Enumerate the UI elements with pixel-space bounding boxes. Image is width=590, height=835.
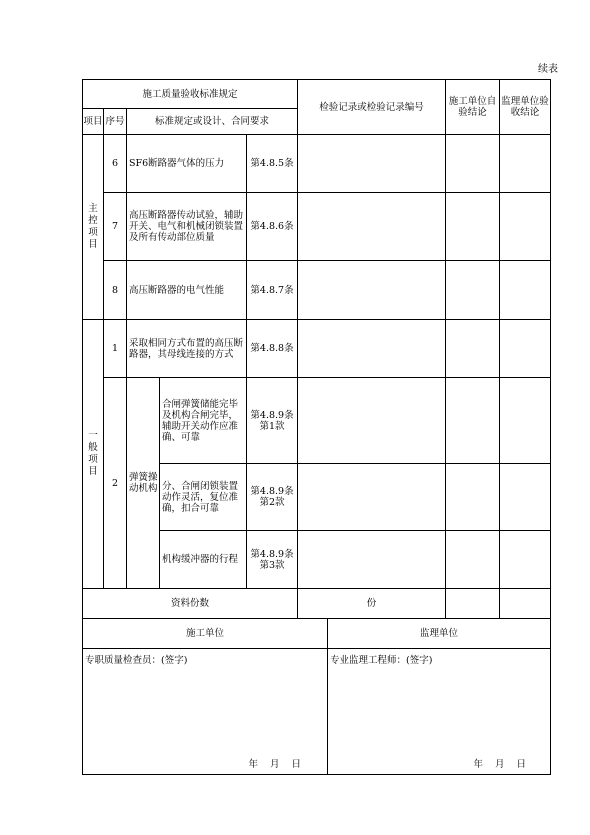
record-cell[interactable]: [298, 135, 446, 193]
seq-cell: 7: [104, 193, 127, 261]
requirement-text: 分、合闸闭锁装置动作灵活，复位准确，扣合可靠: [160, 464, 247, 531]
contractor-conclusion-header: 施工单位自验结论: [446, 80, 500, 135]
seq-cell: 2: [104, 378, 127, 589]
requirement-text: 机构缓冲器的行程: [160, 531, 247, 589]
quality-inspector-signature: 专职质量检查员：(签字): [85, 655, 188, 666]
contractor-conclusion-cell[interactable]: [446, 320, 500, 378]
contractor-conclusion-cell[interactable]: [446, 261, 500, 320]
record-cell[interactable]: [298, 531, 446, 589]
supervising-engineer-signature: 专业监理工程师：(签字): [330, 655, 433, 666]
standard-group-header: 施工质量验收标准规定: [83, 80, 298, 109]
supervisor-conclusion-cell[interactable]: [500, 261, 551, 320]
supervisor-conclusion-cell[interactable]: [500, 135, 551, 193]
record-cell[interactable]: [298, 378, 446, 464]
requirement-text: 高压断路器的电气性能: [127, 261, 247, 320]
record-column-header: 检验记录或检验记录编号: [298, 80, 446, 135]
seq-cell: 1: [104, 320, 127, 378]
supervisor-conclusion-cell[interactable]: [500, 193, 551, 261]
supervisor-signature-area[interactable]: [328, 649, 551, 775]
supervisor-records-cell[interactable]: [500, 589, 551, 619]
clause-ref: 第4.8.9条 第2款: [247, 464, 298, 531]
supervisor-conclusion-cell[interactable]: [500, 320, 551, 378]
clause-ref: 第4.8.5条: [247, 135, 298, 193]
supervisor-conclusion-header: 监理单位验收结论: [500, 80, 551, 135]
clause-ref: 第4.8.9条 第3款: [247, 531, 298, 589]
supervisor-unit-title: 监理单位: [328, 619, 551, 649]
requirement-column-header: 标准规定或设计、合同要求: [127, 109, 298, 135]
supervisor-conclusion-cell[interactable]: [500, 378, 551, 464]
contractor-unit-title: 施工单位: [83, 619, 328, 649]
contractor-conclusion-cell[interactable]: [446, 378, 500, 464]
supervisor-sign-date: 年 月 日: [473, 759, 526, 770]
main-control-label: 主控项目: [83, 135, 104, 320]
supervisor-conclusion-cell[interactable]: [500, 531, 551, 589]
contractor-records-cell[interactable]: [446, 589, 500, 619]
mechanism-label: 弹簧操动机构: [127, 378, 160, 589]
record-cell[interactable]: [298, 464, 446, 531]
continued-label: 续表: [538, 64, 558, 75]
clause-ref: 第4.8.7条: [247, 261, 298, 320]
contractor-conclusion-cell[interactable]: [446, 464, 500, 531]
item-column-header: 项目: [83, 109, 104, 135]
requirement-text: 采取相同方式布置的高压断路器，其母线连接的方式: [127, 320, 247, 378]
records-count-cell[interactable]: 份: [298, 589, 446, 619]
clause-ref: 第4.8.8条: [247, 320, 298, 378]
general-item-label: 一般项目: [83, 320, 104, 589]
seq-column-header: 序号: [104, 109, 127, 135]
clause-ref: 第4.8.9条 第1款: [247, 378, 298, 464]
record-cell[interactable]: [298, 320, 446, 378]
records-count-label: 资料份数: [83, 589, 298, 619]
inspection-form-table: [82, 79, 551, 775]
contractor-conclusion-cell[interactable]: [446, 531, 500, 589]
requirement-text: SF6断路器气体的压力: [127, 135, 247, 193]
contractor-sign-date: 年 月 日: [248, 759, 301, 770]
contractor-conclusion-cell[interactable]: [446, 135, 500, 193]
requirement-text: 高压断路器传动试验，辅助开关、电气和机械闭锁装置及所有传动部位质量: [127, 193, 247, 261]
seq-cell: 8: [104, 261, 127, 320]
contractor-conclusion-cell[interactable]: [446, 193, 500, 261]
contractor-signature-area[interactable]: [83, 649, 328, 775]
supervisor-conclusion-cell[interactable]: [500, 464, 551, 531]
seq-cell: 6: [104, 135, 127, 193]
requirement-text: 合闸弹簧储能完毕及机构合闸完毕，辅助开关动作应准确、可靠: [160, 378, 247, 464]
record-cell[interactable]: [298, 261, 446, 320]
clause-ref: 第4.8.6条: [247, 193, 298, 261]
record-cell[interactable]: [298, 193, 446, 261]
